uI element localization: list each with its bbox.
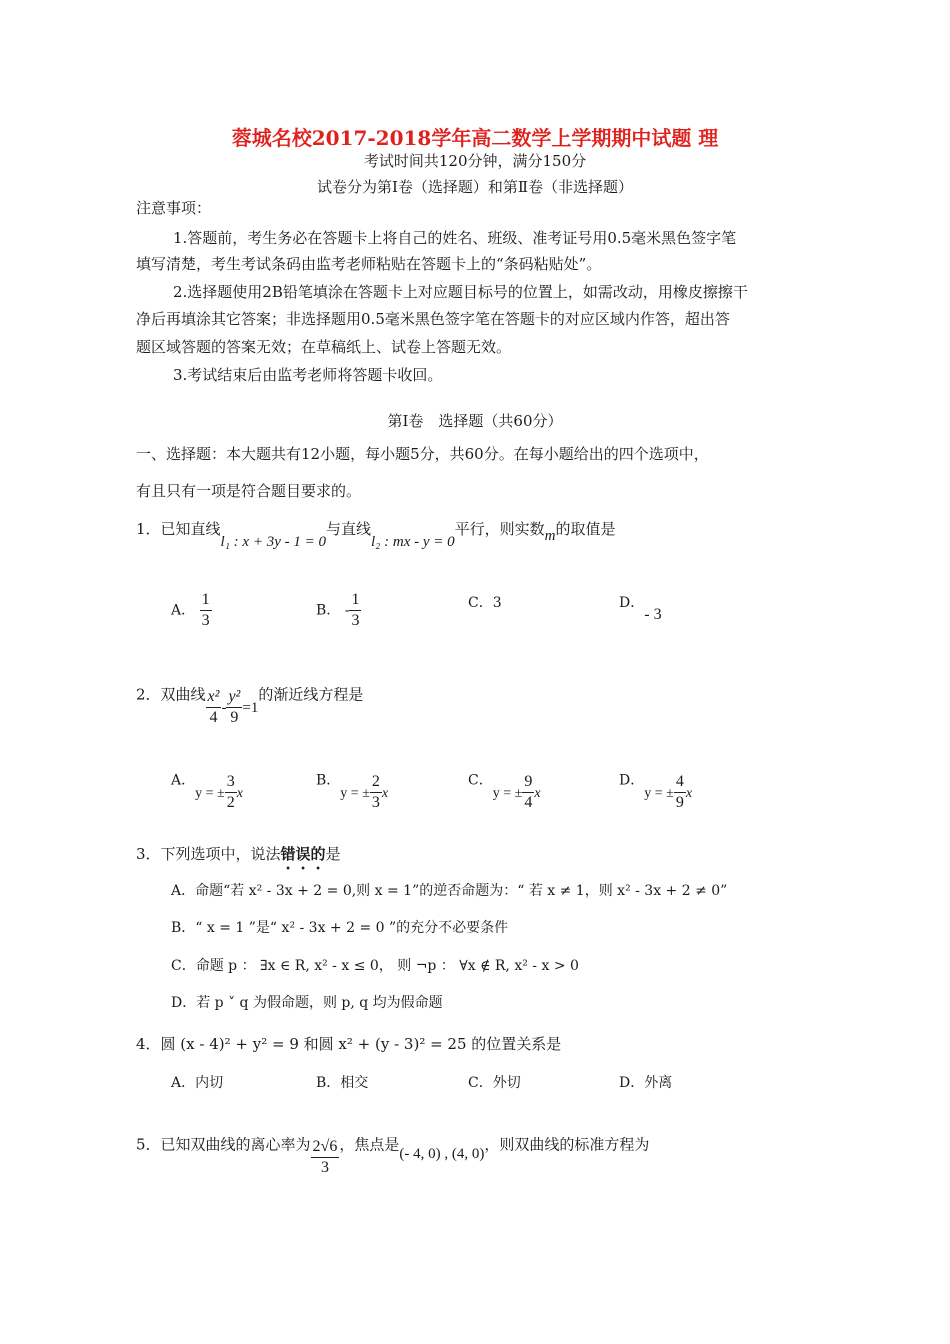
notice-item-1b: 填写清楚，考生考试条码由监考老师粘贴在答题卡上的“条码粘贴处”。 [136,255,602,273]
q2-b-den: 3 [371,794,380,811]
section-title: 第Ⅰ卷 选择题（共60分） [387,412,563,430]
q1-option-b [316,590,361,631]
q3-option-c: C．命题 p ： ∃x ∈ R, x² - x ≤ 0， 则 ¬p ： ∀x ∉ R, x² - x > 0 [171,958,579,974]
q5-foci: (- 4, 0) , (4, 0) [399,1145,485,1162]
q2-text-1: 2．双曲线 [136,685,206,704]
q1-option-d-label: D． [619,595,645,611]
q1-text-3: 平行，则实数 [454,520,545,538]
q4-option-c: C．外切 [468,1075,521,1091]
notice-item-2b: 净后再填涂其它答案；非选择题用0.5毫米黑色签字笔在答题卡的对应区域内作答，超出答 [136,310,730,328]
q1-a-num: 1 [200,590,212,611]
notice-item-2a: 2.选择题使用2B铅笔填涂在答题卡上对应题目标号的位置上，如需改动，用橡皮擦擦干 [173,283,748,301]
q2-a-frac [225,772,237,813]
q2-den-2: 9 [230,709,239,726]
q1-a-den: 3 [201,612,210,629]
question-4-stem: 4．圆 (x - 4)² + y² = 9 和圆 x² + (y - 3)² = 25 的位置关系是 [136,1035,562,1053]
section-intro-b: 有且只有一项是符合题目要求的。 [136,482,362,500]
q3-text-2: 是 [325,845,341,863]
q2-frac-y [226,687,242,728]
notice-item-2c: 题区域答题的答案无效；在草稿纸上、试卷上答题无效。 [136,338,512,356]
exam-time-info: 考试时间共120分钟，满分150分 [363,152,587,170]
q2-c-yeq: y = ± [492,785,523,801]
q3-emphasis: 错误的 [280,845,326,863]
q1-text-4: 的取值是 [555,520,616,538]
q3-option-b: B．“ x = 1 ”是“ x² - 3x + 2 = 0 ”的充分不必要条件 [171,920,509,936]
question-5-stem [136,1125,650,1176]
q5-eccentricity [311,1137,340,1178]
q2-d-x: x [685,785,693,801]
q2-den-1: 4 [209,709,218,726]
q2-d-frac [674,772,686,813]
q3-option-d: D．若 p ˅ q 为假命题，则 p, q 均为假命题 [171,995,443,1011]
q2-minus: - [221,699,227,716]
q2-c-x: x [534,785,541,801]
q1-option-a [171,590,212,631]
q1-option-d [619,592,662,623]
q2-c-num: 9 [522,772,534,793]
q5-text-3: ，则双曲线的标准方程为 [484,1135,650,1154]
q2-option-b [316,760,389,811]
q2-b-x: x [381,785,389,801]
q5-text-1: 5．已知双曲线的离心率为 [136,1135,311,1154]
q1-d-value: - 3 [644,606,662,623]
q1-option-b-fraction [349,590,361,631]
q2-d-label: D． [619,772,645,789]
q2-a-x: x [236,785,243,801]
q1-line-l1: l₁ : x + 3y - 1 = 0 [220,534,326,550]
q4-option-a: A．内切 [171,1075,224,1091]
page-title: 蓉城名校2017-2018学年高二数学上学期期中试题 理 [231,126,719,150]
q2-a-label: A． [171,772,196,789]
q1-option-a-label: A． [171,602,196,619]
q1-b-sign: - [344,602,350,619]
q2-a-den: 2 [226,794,235,811]
q2-b-yeq: y = ± [340,785,370,801]
q4-option-b: B．相交 [316,1075,369,1091]
question-1-stem [136,515,616,550]
question-3-stem [136,840,341,873]
q2-d-den: 9 [675,794,684,811]
paper-structure-info: 试卷分为第Ⅰ卷（选择题）和第Ⅱ卷（非选择题） [316,178,634,196]
q3-option-a: A．命题“若 x² - 3x + 2 = 0,则 x = 1”的逆否命题为：“ 若 x ≠ 1，则 x² - 3x + 2 ≠ 0” [171,883,728,899]
notice-item-1a: 1.答题前，考生务必在答题卡上将自己的姓名、班级、准考证号用0.5毫米黑色签字笔 [173,229,737,247]
q3-text-1: 3．下列选项中，说法 [136,845,281,863]
q2-b-frac [370,772,382,813]
q2-num-1: x² [206,687,222,708]
notice-item-3: 3.考试结束后由监考老师将答题卡收回。 [173,366,443,384]
q1-option-b-label: B． [316,602,341,619]
q4-option-d: D．外离 [619,1075,673,1091]
q1-text-2: 与直线 [325,520,371,538]
q2-option-d [619,760,693,811]
q1-line-l2: l₂ : mx - y = 0 [371,534,455,550]
q2-text-2: 的渐近线方程是 [258,685,364,704]
q2-b-label: B． [316,772,341,789]
q2-d-yeq: y = ± [644,785,674,801]
q1-text-1: 1．已知直线 [136,520,221,538]
section-intro-a: 一、选择题：本大题共有12小题，每小题5分，共60分。在每小题给出的四个选项中， [136,445,709,463]
q1-option-a-fraction [200,590,212,631]
q2-c-den: 4 [524,794,533,811]
q2-frac-x [206,687,222,728]
q1-var-m: m [544,528,556,544]
q2-option-a [171,760,243,811]
q5-den: 3 [320,1159,329,1176]
q2-option-c [468,760,541,811]
q2-c-label: C． [468,772,493,789]
q5-num: 2√6 [311,1137,340,1158]
question-2-stem [136,675,364,726]
q2-a-yeq: y = ± [195,785,225,801]
q2-num-2: y² [226,687,242,708]
q1-b-num: 1 [349,590,361,611]
notice-heading: 注意事项： [136,199,212,217]
q1-option-c: C．3 [468,595,502,611]
q2-a-num: 3 [225,772,237,793]
q2-equals: =1 [242,699,259,716]
q1-b-den: 3 [351,612,360,629]
q2-b-num: 2 [370,772,382,793]
q2-c-frac [522,772,534,813]
q2-d-num: 4 [674,772,686,793]
q5-text-2: ，焦点是 [339,1135,400,1154]
